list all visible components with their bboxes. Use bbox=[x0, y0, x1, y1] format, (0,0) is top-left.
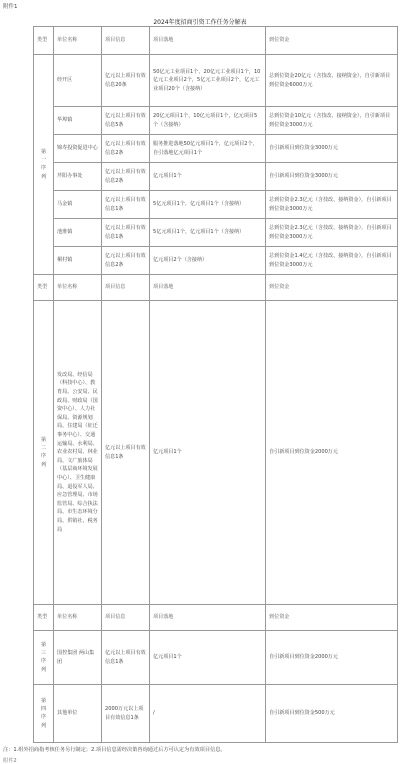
header-funds: 到位资金 bbox=[266, 605, 398, 631]
unit-cell: 其他单位 bbox=[54, 685, 102, 743]
header-project-landing: 项目落地 bbox=[150, 27, 266, 55]
info-cell: 亿元以上项目有效信息1条 bbox=[102, 191, 150, 219]
info-cell: 亿元以上项目有效信息1条 bbox=[102, 631, 150, 685]
table-header-row bbox=[34, 275, 398, 301]
unit-cell: 桐村镇 bbox=[54, 247, 102, 275]
unit-cell: 经开区 bbox=[54, 55, 102, 107]
funds-cell: 总到位资金2.3亿元（含技改、接纳资金），自引新项目到位资金3000万元 bbox=[266, 191, 398, 219]
header-project-landing: 项目落地 bbox=[150, 275, 266, 301]
header-unit: 单位名称 bbox=[54, 27, 102, 55]
sequence-label: 第一序列 bbox=[34, 55, 54, 275]
unit-cell: 池淮镇 bbox=[54, 219, 102, 247]
unit-cell: 华埠镇 bbox=[54, 107, 102, 135]
task-table bbox=[33, 26, 398, 743]
table-row bbox=[34, 301, 398, 605]
sequence-label: 第四序列 bbox=[34, 685, 54, 743]
funds-cell: 自引新项目到位资金500万元 bbox=[266, 685, 398, 743]
header-category: 类型 bbox=[34, 27, 54, 55]
info-cell: 亿元以上项目有效信息1条 bbox=[102, 219, 150, 247]
header-funds: 到位资金 bbox=[266, 275, 398, 301]
info-cell: 亿元以上项目有效信息1条 bbox=[102, 301, 150, 605]
table-row bbox=[34, 163, 398, 191]
landing-cell: 服务推进落地50亿元项目1个，亿元项目2个，自引落地亿元项目1个 bbox=[150, 135, 266, 163]
funds-cell: 自引新项目到位资金3000万元 bbox=[266, 163, 398, 191]
landing-cell: 20亿元项目1个，10亿元项目1个，亿元项目5个（含接纳） bbox=[150, 107, 266, 135]
landing-cell: / bbox=[150, 685, 266, 743]
unit-cell: 锦寿投资促进中心 bbox=[54, 135, 102, 163]
landing-cell: 亿元项目1个 bbox=[150, 163, 266, 191]
info-cell: 亿元以上项目有效信息2条 bbox=[102, 135, 150, 163]
funds-cell: 总到位资金10亿元（含技改、接纳资金），自引新项目到位资金3000万元 bbox=[266, 107, 398, 135]
landing-cell: 5亿元项目1个，亿元项目1个（含接纳） bbox=[150, 219, 266, 247]
header-category: 类型 bbox=[34, 605, 54, 631]
header-project-info: 项目信息 bbox=[102, 605, 150, 631]
header-project-landing: 项目落地 bbox=[150, 605, 266, 631]
header-funds: 到位资金 bbox=[266, 27, 398, 55]
table-row bbox=[34, 107, 398, 135]
info-cell: 亿元以上项目有效信息2条 bbox=[102, 247, 150, 275]
attachment2-label: 附件2 bbox=[3, 758, 17, 764]
table-row bbox=[34, 55, 398, 107]
landing-cell: 亿元项目1个 bbox=[150, 301, 266, 605]
funds-cell: 总到位资金20亿元（含技改、接纳资金），自引新项目到位资金6000万元 bbox=[266, 55, 398, 107]
table-row bbox=[34, 135, 398, 163]
sequence-label: 第二序列 bbox=[34, 301, 54, 605]
table-header-row bbox=[34, 605, 398, 631]
header-unit: 单位名称 bbox=[54, 605, 102, 631]
unit-cell: 马金镇 bbox=[54, 191, 102, 219]
landing-cell: 亿元项目2个（含接纳） bbox=[150, 247, 266, 275]
header-unit: 单位名称 bbox=[54, 275, 102, 301]
table-header-row bbox=[34, 27, 398, 55]
table-row bbox=[34, 247, 398, 275]
funds-cell: 自引新项目到位资金2000万元 bbox=[266, 631, 398, 685]
header-project-info: 项目信息 bbox=[102, 27, 150, 55]
header-category: 类型 bbox=[34, 275, 54, 301]
landing-cell: 5亿元项目1个，亿元项目1个（含接纳） bbox=[150, 191, 266, 219]
funds-cell: 自引新项目到位资金3000万元 bbox=[266, 135, 398, 163]
info-cell: 亿元以上项目有效信息5条 bbox=[102, 107, 150, 135]
unit-cell: 芹阳办事处 bbox=[54, 163, 102, 191]
table-row bbox=[34, 191, 398, 219]
landing-cell: 50亿元工业项目1个，20亿元工业项目1个，10亿元工业项目2个，5亿元工业项目2个，亿元工业项目20个（含接纳） bbox=[150, 55, 266, 107]
funds-cell: 自引新项目到位资金2000万元 bbox=[266, 301, 398, 605]
info-cell: 亿元以上项目有效信息2条 bbox=[102, 163, 150, 191]
unit-cell: 发改局、经信局（科技中心）、教育局、公安局、民政局、财政局（国资中心）、人力社保局、资源规划局、住建局（征迁事务中心）、交通运输局、水利局、农业农村局、林业局、文广旅体局（基层商环境发展中心）、卫生健康局、退役军人局、应急管理局、市场监管局、综合执法局、市生态环境分局、供销社、税务局 bbox=[54, 301, 102, 605]
header-project-info: 项目信息 bbox=[102, 275, 150, 301]
table-row bbox=[34, 685, 398, 743]
page-title: 2024年度招商引资工作任务分解表 bbox=[153, 19, 247, 26]
attachment-label: 附件1 bbox=[3, 4, 18, 10]
table-row bbox=[34, 219, 398, 247]
info-cell: 亿元以上项目有效信息20条 bbox=[102, 55, 150, 107]
info-cell: 2000万元以上项目有效信息1条 bbox=[102, 685, 150, 743]
landing-cell: 亿元项目1个 bbox=[150, 631, 266, 685]
unit-cell: 国控集团 两山集团 bbox=[54, 631, 102, 685]
funds-cell: 总到位资金1.4亿元（含技改、接纳资金），自引新项目到位资金3000万元 bbox=[266, 247, 398, 275]
table-row bbox=[34, 631, 398, 685]
sequence-label: 第三序列 bbox=[34, 631, 54, 685]
table-note: 注：1.组外招商指考核任务另行制定；2.项目信息需经决策咨询通过后方可认定为有效项目信息。 bbox=[3, 747, 226, 753]
funds-cell: 总到位资金2.3亿元（含技改、接纳资金），自引新项目到位资金3000万元 bbox=[266, 219, 398, 247]
